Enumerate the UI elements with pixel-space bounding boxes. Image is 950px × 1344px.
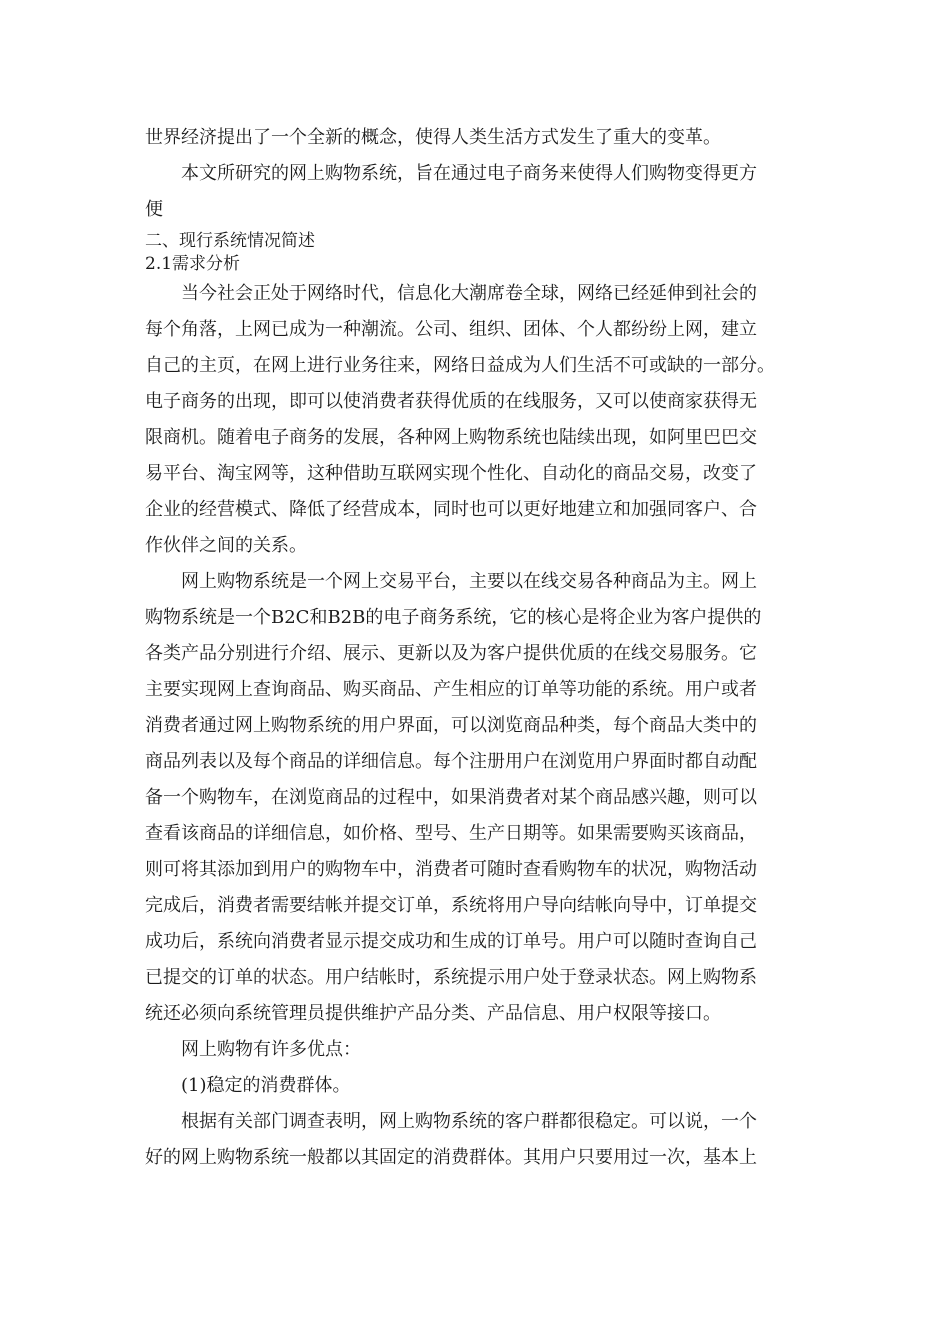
body-line: 自己的主页，在网上进行业务往来，网络日益成为人们生活不可或缺的一部分。 xyxy=(145,355,775,376)
body-line: 本文所研究的网上购物系统，旨在通过电子商务来使得人们购物变得更方 xyxy=(181,163,757,184)
body-line: 世界经济提出了一个全新的概念，使得人类生活方式发生了重大的变革。 xyxy=(145,127,721,148)
paragraph-1 xyxy=(145,276,810,564)
body-line: 根据有关部门调查表明，网上购物系统的客户群都很稳定。可以说，一个 xyxy=(181,1111,757,1132)
subsection-heading: 2.1需求分析 xyxy=(145,254,241,274)
body-line: 备一个购物车，在浏览商品的过程中，如果消费者对某个商品感兴趣，则可以 xyxy=(145,787,757,808)
body-line: 购物系统是一个B2C和B2B的电子商务系统，它的核心是将企业为客户提供的 xyxy=(145,607,762,628)
body-line: 企业的经营模式、降低了经营成本，同时也可以更好地建立和加强同客户、合 xyxy=(145,499,757,520)
paragraph-5 xyxy=(145,1104,810,1176)
paragraph-3: 网上购物有许多优点： xyxy=(181,1039,361,1060)
body-line: 消费者通过网上购物系统的用户界面，可以浏览商品种类，每个商品大类中的 xyxy=(145,715,757,736)
body-line: 当今社会正处于网络时代，信息化大潮席卷全球，网络已经延伸到社会的 xyxy=(181,283,757,304)
body-line: 各类产品分别进行介绍、展示、更新以及为客户提供优质的在线交易服务。它 xyxy=(145,643,757,664)
body-line: 限商机。随着电子商务的发展，各种网上购物系统也陆续出现，如阿里巴巴交 xyxy=(145,427,757,448)
body-line: 查看该商品的详细信息，如价格、型号、生产日期等。如果需要购买该商品， xyxy=(145,823,757,844)
body-line: 完成后，消费者需要结帐并提交订单，系统将用户导向结帐向导中，订单提交 xyxy=(145,895,757,916)
body-line: 电子商务的出现，即可以使消费者获得优质的在线服务，又可以使商家获得无 xyxy=(145,391,757,412)
body-line: 便 xyxy=(145,199,163,220)
body-line: 易平台、淘宝网等，这种借助互联网实现个性化、自动化的商品交易，改变了 xyxy=(145,463,757,484)
body-line: 主要实现网上查询商品、购买商品、产生相应的订单等功能的系统。用户或者 xyxy=(145,679,757,700)
body-line: 作伙伴之间的关系。 xyxy=(145,535,307,556)
document-page xyxy=(145,120,810,1176)
section-heading: 二、现行系统情况简述 xyxy=(145,231,315,251)
body-line: 每个角落，上网已成为一种潮流。公司、组织、团体、个人都纷纷上网，建立 xyxy=(145,319,757,340)
body-line: 网上购物系统是一个网上交易平台，主要以在线交易各种商品为主。网上 xyxy=(181,571,757,592)
paragraph-2 xyxy=(145,564,810,1032)
body-line: 成功后，系统向消费者显示提交成功和生成的订单号。用户可以随时查询自己 xyxy=(145,931,757,952)
body-line: 统还必须向系统管理员提供维护产品分类、产品信息、用户权限等接口。 xyxy=(145,1003,721,1024)
body-line: 好的网上购物系统一般都以其固定的消费群体。其用户只要用过一次，基本上 xyxy=(145,1147,757,1168)
body-line: 商品列表以及每个商品的详细信息。每个注册用户在浏览用户界面时都自动配 xyxy=(145,751,757,772)
list-item-heading: (1)稳定的消费群体。 xyxy=(181,1075,351,1096)
body-line: 已提交的订单的状态。用户结帐时，系统提示用户处于登录状态。网上购物系 xyxy=(145,967,757,988)
body-line: 则可将其添加到用户的购物车中，消费者可随时查看购物车的状况，购物活动 xyxy=(145,859,757,880)
